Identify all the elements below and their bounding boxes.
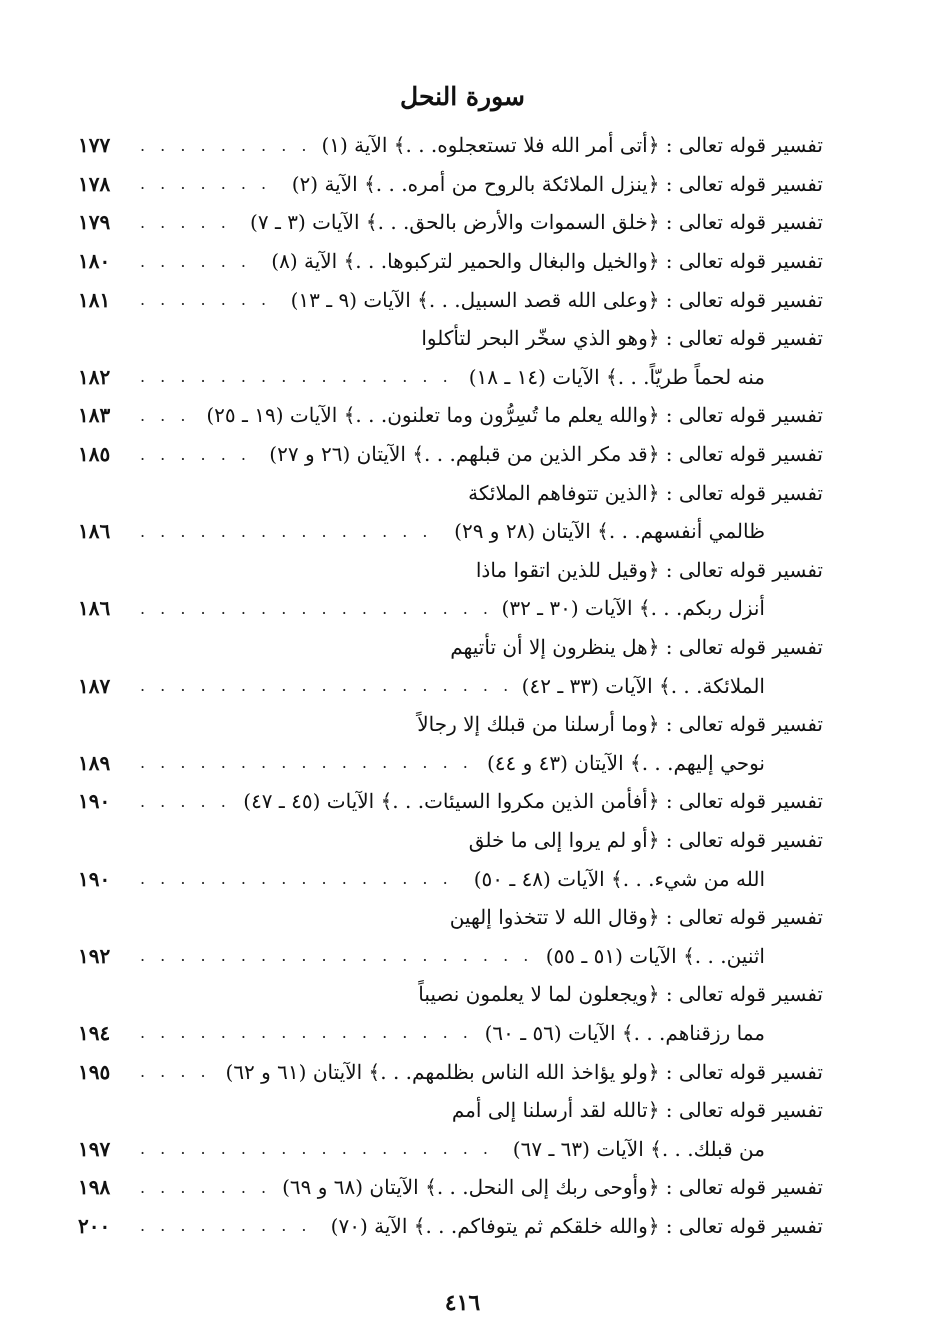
toc-entry-page: ١٨١ — [78, 287, 111, 312]
toc-entry-text: تفسير قوله تعالى : ﴿تالله لقد أرسلنا إلى أمم — [451, 1098, 823, 1123]
toc-entry — [78, 666, 823, 705]
dot-leader — [140, 1178, 272, 1197]
toc-entry-page: ١٩٨ — [78, 1175, 111, 1200]
toc-entry — [78, 358, 823, 397]
toc-entry — [78, 165, 823, 204]
dot-leader — [140, 445, 259, 464]
toc-entry — [78, 280, 823, 319]
toc-entry-text: تفسير قوله تعالى : ﴿وعلى الله قصد السبيل. . .﴾ الآيات (٩ ـ ١٣) — [290, 287, 823, 312]
table-of-contents — [78, 126, 823, 1245]
toc-entry-text: الملائكة. . .﴾ الآيات (٣٣ ـ ٤٢) — [521, 673, 765, 698]
toc-entry-text: تفسير قوله تعالى : ﴿ويجعلون لما لا يعلمون نصيباً — [418, 982, 823, 1007]
toc-entry — [78, 975, 823, 1014]
toc-entry-page: ١٨٧ — [78, 673, 111, 698]
toc-entry-text: الله من شيء. . .﴾ الآيات (٤٨ ـ ٥٠) — [473, 866, 765, 891]
toc-entry-text: تفسير قوله تعالى : ﴿أو لم يروا إلى ما خلق — [468, 827, 823, 852]
toc-entry-page: ١٨٩ — [78, 750, 111, 775]
toc-entry — [78, 435, 823, 474]
toc-entry-text: تفسير قوله تعالى : ﴿ينزل الملائكة بالروح من أمره. . .﴾ الآية (٢) — [291, 171, 823, 196]
toc-entry-text: تفسير قوله تعالى : ﴿خلق السموات والأرض بالحق. . .﴾ الآيات (٣ ـ ٧) — [250, 210, 823, 235]
toc-entry-text: تفسير قوله تعالى : ﴿وقيل للذين اتقوا ماذا — [475, 557, 823, 582]
toc-entry — [78, 628, 823, 667]
toc-entry-text: منه لحماً طريّاً. . .﴾ الآيات (١٤ ـ ١٨) — [468, 364, 765, 389]
toc-entry-text: تفسير قوله تعالى : ﴿والله يعلم ما تُسِرُّون وما تعلنون. . .﴾ الآيات (١٩ ـ ٢٥) — [206, 403, 823, 428]
dot-leader — [140, 367, 459, 386]
toc-entry-text: مما رزقناهم. . .﴾ الآيات (٥٦ ـ ٦٠) — [484, 1020, 765, 1045]
toc-entry-text: تفسير قوله تعالى : ﴿هل ينظرون إلا أن تأتيهم — [450, 635, 823, 660]
toc-entry-page: ٢٠٠ — [78, 1213, 111, 1238]
toc-entry-page: ١٧٧ — [78, 133, 111, 158]
toc-entry — [78, 203, 823, 242]
toc-entry — [78, 705, 823, 744]
dot-leader — [140, 1023, 475, 1042]
dot-leader — [140, 174, 282, 193]
toc-entry-page: ١٩٠ — [78, 866, 111, 891]
dot-leader — [140, 792, 233, 811]
toc-entry — [78, 1091, 823, 1130]
toc-entry — [78, 512, 823, 551]
toc-entry-text: تفسير قوله تعالى : ﴿أفأمن الذين مكروا السيئات. . .﴾ الآيات (٤٥ ـ ٤٧) — [243, 789, 823, 814]
toc-entry-text: تفسير قوله تعالى : ﴿وهو الذي سخّر البحر لتأكلوا — [421, 326, 823, 351]
toc-entry-text: نوحي إليهم. . .﴾ الآيتان (٤٣ و ٤٤) — [486, 750, 765, 775]
dot-leader — [140, 406, 196, 425]
toc-entry-text: تفسير قوله تعالى : ﴿أتى أمر الله فلا تستعجلوه. . .﴾ الآية (١) — [321, 133, 823, 158]
toc-entry-page: ١٩٢ — [78, 943, 111, 968]
dot-leader — [140, 1139, 503, 1158]
toc-entry-page: ١٩٠ — [78, 789, 111, 814]
dot-leader — [140, 252, 261, 271]
toc-entry — [78, 396, 823, 435]
dot-leader — [140, 213, 240, 232]
toc-entry — [78, 473, 823, 512]
toc-entry-page: ١٨٠ — [78, 249, 111, 274]
dot-leader — [140, 869, 464, 888]
toc-entry-text: ظالمي أنفسهم. . .﴾ الآيتان (٢٨ و ٢٩) — [454, 519, 765, 544]
dot-leader — [140, 946, 536, 965]
toc-entry — [78, 859, 823, 898]
toc-entry-text: تفسير قوله تعالى : ﴿وأوحى ربك إلى النحل. . .﴾ الآيتان (٦٨ و ٦٩) — [282, 1175, 823, 1200]
toc-entry — [78, 1207, 823, 1246]
dot-leader — [140, 1216, 321, 1235]
dot-leader — [140, 599, 492, 618]
toc-entry-text: تفسير قوله تعالى : ﴿والله خلقكم ثم يتوفاكم. . .﴾ الآية (٧٠) — [330, 1213, 823, 1238]
toc-entry-page: ١٨٥ — [78, 442, 111, 467]
toc-entry-text: اثنين. . .﴾ الآيات (٥١ ـ ٥٥) — [545, 943, 765, 968]
toc-entry — [78, 744, 823, 783]
toc-entry — [78, 319, 823, 358]
toc-entry-page: ١٧٩ — [78, 210, 111, 235]
toc-entry — [78, 936, 823, 975]
dot-leader — [140, 290, 281, 309]
toc-entry — [78, 1014, 823, 1053]
toc-entry — [78, 782, 823, 821]
toc-entry-text: تفسير قوله تعالى : ﴿الذين تتوفاهم الملائكة — [468, 480, 823, 505]
toc-entry-text: تفسير قوله تعالى : ﴿وقال الله لا تتخذوا إلهين — [449, 905, 823, 930]
dot-leader — [140, 753, 477, 772]
toc-entry-page: ١٩٤ — [78, 1020, 111, 1045]
toc-entry-page: ١٨٢ — [78, 364, 111, 389]
toc-entry-page: ١٨٦ — [78, 519, 111, 544]
page-number: ٤١٦ — [444, 1290, 481, 1316]
dot-leader — [140, 522, 444, 541]
toc-entry-page: ١٧٨ — [78, 171, 111, 196]
toc-entry — [78, 589, 823, 628]
toc-entry-text: تفسير قوله تعالى : ﴿ولو يؤاخذ الله الناس بظلمهم. . .﴾ الآيتان (٦١ و ٦٢) — [225, 1059, 823, 1084]
toc-entry-page: ١٩٧ — [78, 1136, 111, 1161]
toc-entry — [78, 821, 823, 860]
dot-leader — [140, 1062, 216, 1081]
toc-entry — [78, 1129, 823, 1168]
toc-entry-text: تفسير قوله تعالى : ﴿والخيل والبغال والحمير لتركبوها. . .﴾ الآية (٨) — [271, 249, 823, 274]
toc-entry-text: من قبلك. . .﴾ الآيات (٦٣ ـ ٦٧) — [512, 1136, 765, 1161]
toc-entry — [78, 1052, 823, 1091]
toc-entry-page: ١٩٥ — [78, 1059, 111, 1084]
dot-leader — [140, 136, 311, 155]
toc-entry-text: تفسير قوله تعالى : ﴿قد مكر الذين من قبلهم. . .﴾ الآيتان (٢٦ و ٢٧) — [269, 442, 823, 467]
toc-entry — [78, 1168, 823, 1207]
toc-entry — [78, 242, 823, 281]
toc-entry-page: ١٨٣ — [78, 403, 111, 428]
toc-entry-text: تفسير قوله تعالى : ﴿وما أرسلنا من قبلك إلا رجالاً — [417, 712, 823, 737]
toc-entry — [78, 551, 823, 590]
toc-entry-text: أنزل ربكم. . .﴾ الآيات (٣٠ ـ ٣٢) — [501, 596, 765, 621]
toc-entry — [78, 126, 823, 165]
page-title: سورة النحل — [400, 82, 525, 111]
dot-leader — [140, 676, 512, 695]
toc-entry-page: ١٨٦ — [78, 596, 111, 621]
toc-entry — [78, 898, 823, 937]
